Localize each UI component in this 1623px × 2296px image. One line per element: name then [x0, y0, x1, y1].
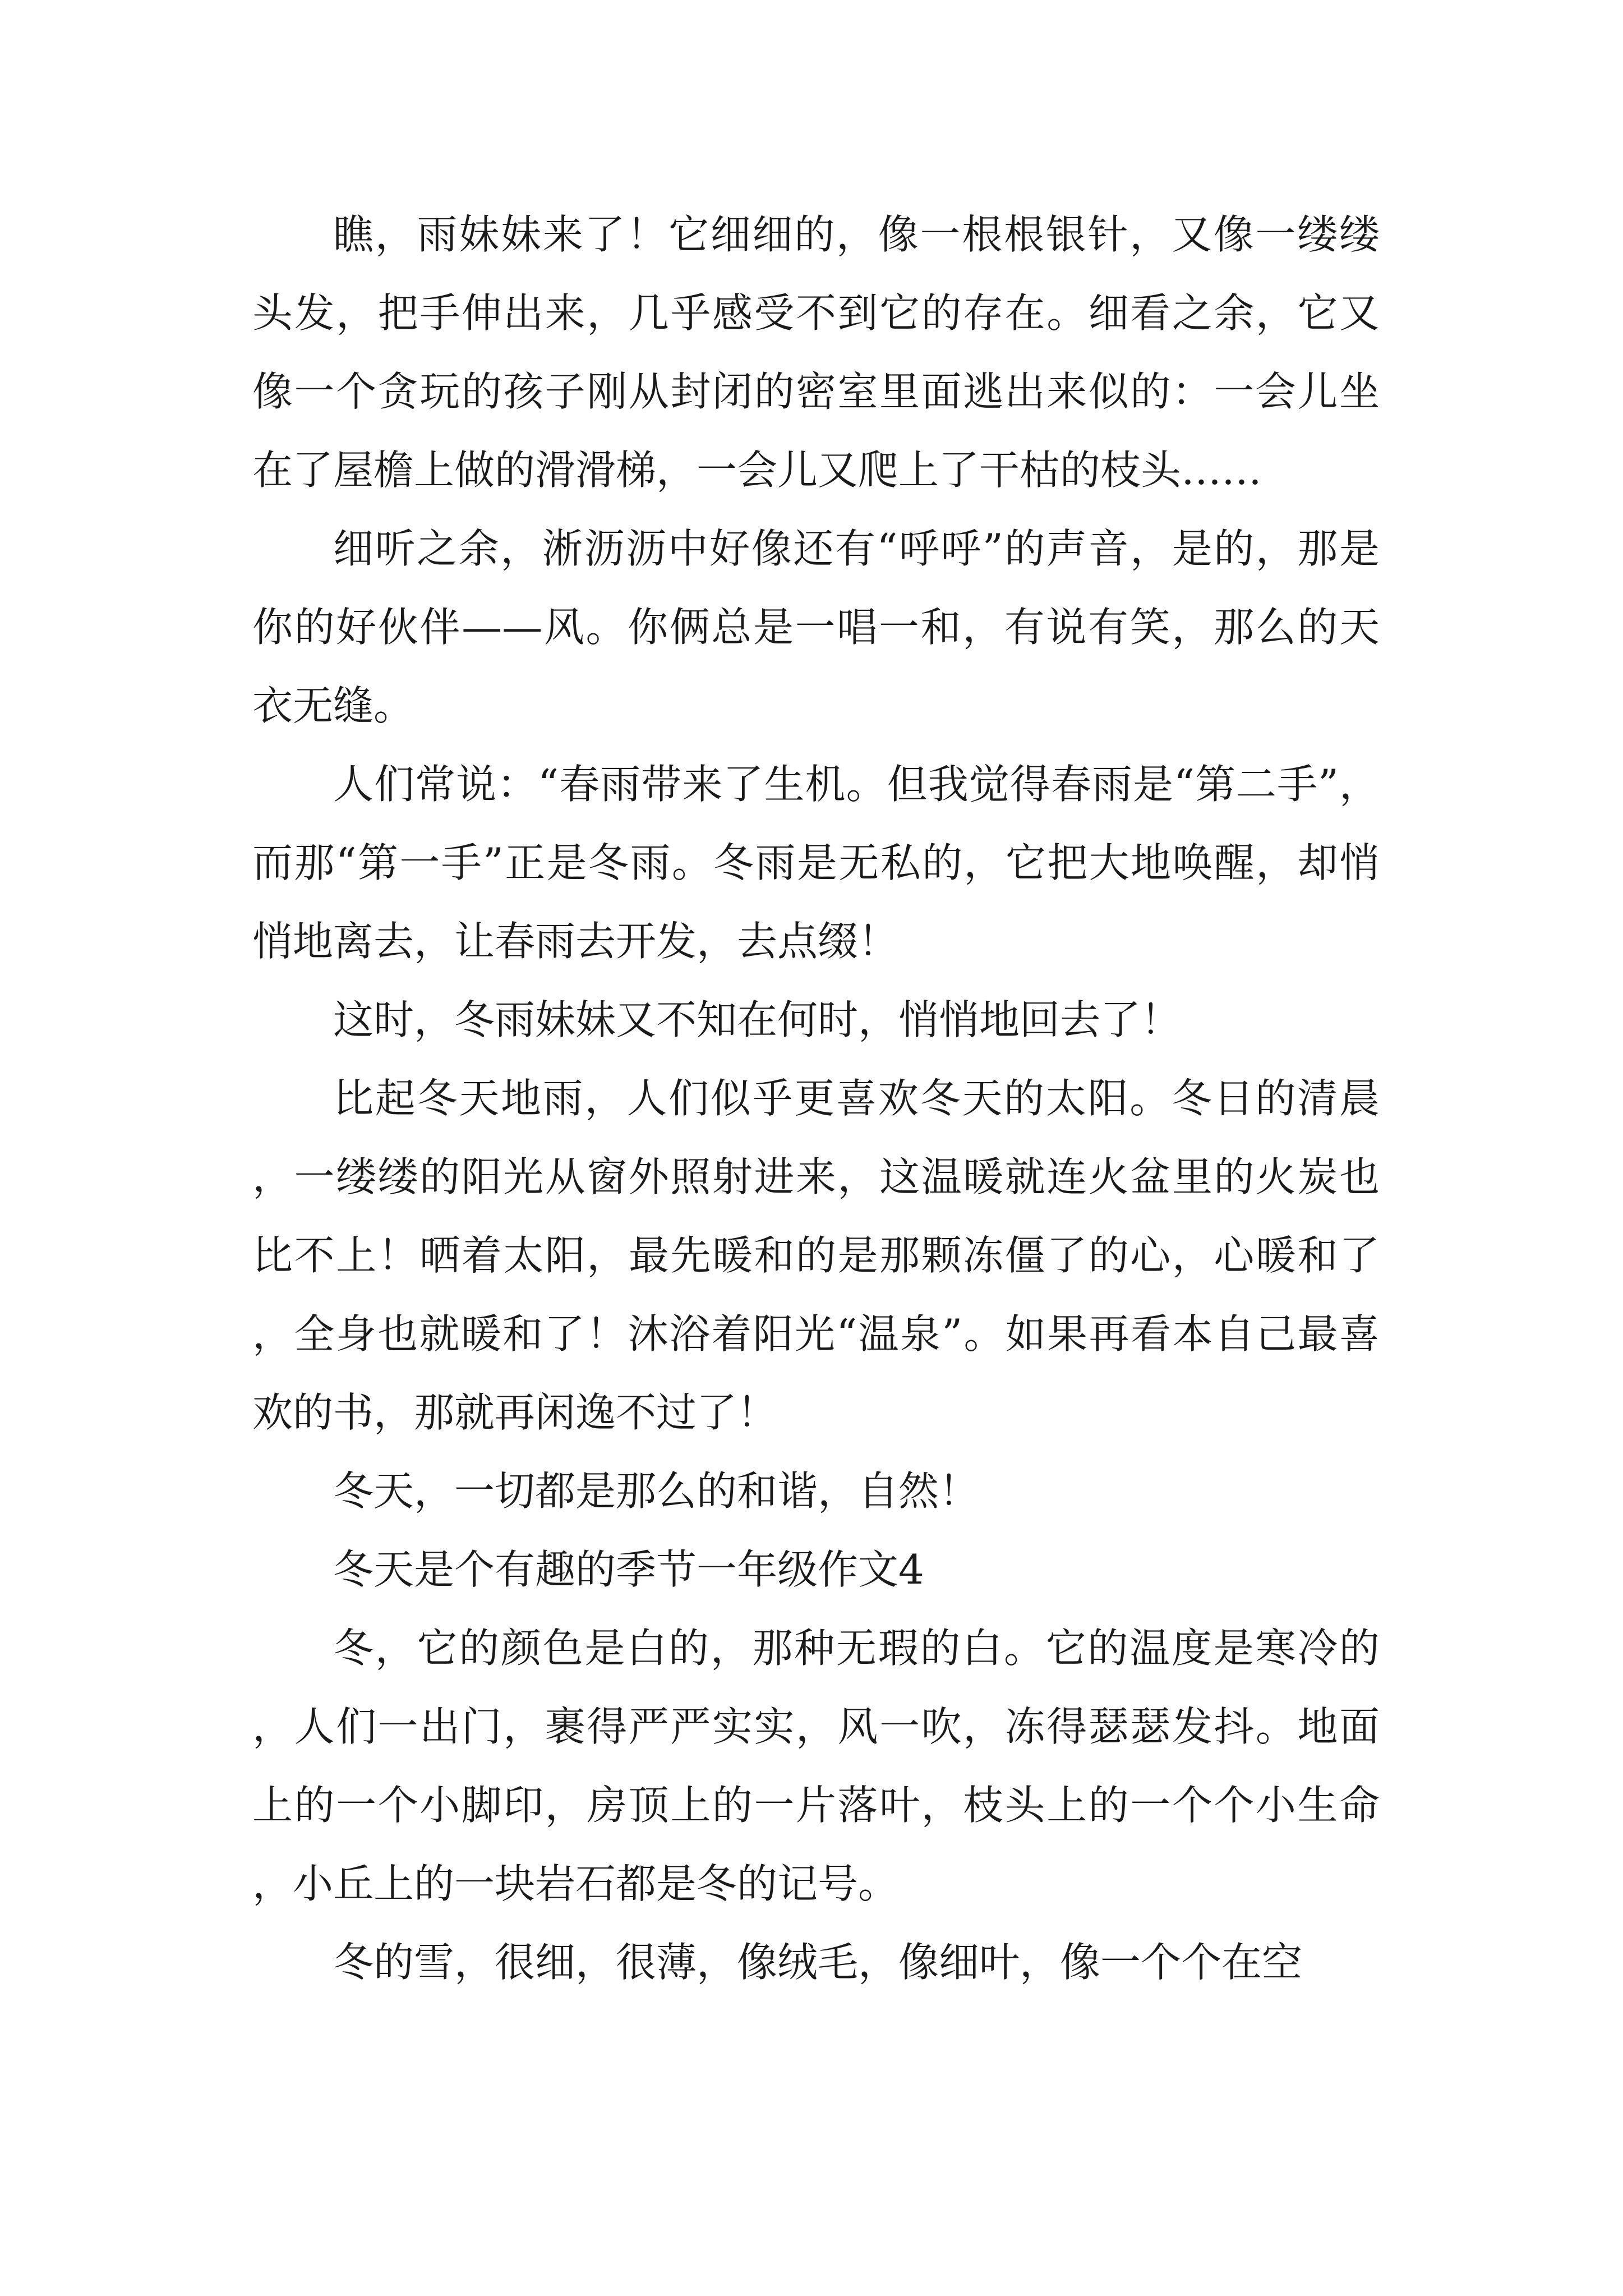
paragraph-rain-arrives: 瞧，雨妹妹来了！它细细的，像一根根银针，又像一缕缕头发，把手伸出来，几乎感受不到它的存在。细看之余，它又像一个贪玩的孩子刚从封闭的密室里面逃出来似的：一会儿坐在了屋檐上做的滑滑梯，一会儿又爬上了干枯的枝头…… [252, 211, 1380, 494]
paragraph-winter-color: 冬，它的颜色是白的，那种无瑕的白。它的温度是寒冷的，人们一出门，裹得严严实实，风一吹，冻得瑟瑟发抖。地面上的一个小脚印，房顶上的一片落叶，枝头上的一个个小生命，小丘上的一块岩石都是冬的记号。 [252, 1625, 1380, 1907]
paragraph-winter-sun: 比起冬天地雨，人们似乎更喜欢冬天的太阳。冬日的清晨，一缕缕的阳光从窗外照射进来，这温暖就连火盆里的火炭也比不上！晒着太阳，最先暖和的是那颗冻僵了的心，心暖和了，全身也就暖和了！沐浴着阳光“温泉”。如果再看本自己最喜欢的书，那就再闲逸不过了！ [252, 1075, 1380, 1436]
paragraph-rain-leaves: 这时，冬雨妹妹又不知在何时，悄悄地回去了！ [333, 996, 1182, 1043]
paragraph-wind-companion: 细听之余，淅沥沥中好像还有“呼呼”的声音，是的，那是你的好伙伴——风。你俩总是一唱一和，有说有笑，那么的天衣无缝。 [252, 525, 1380, 729]
essay-body [252, 195, 1380, 2001]
essay-heading: 冬天是个有趣的季节一年级作文4 [333, 1546, 924, 1593]
paragraph-harmony: 冬天，一切都是那么的和谐，自然！ [333, 1467, 980, 1515]
paragraph-spring-rain: 人们常说：“春雨带来了生机。但我觉得春雨是“第二手”，而那“第一手”正是冬雨。冬雨是无私的，它把大地唤醒，却悄悄地离去，让春雨去开发，去点缀！ [252, 761, 1380, 965]
paragraph-winter-snow: 冬的雪，很细，很薄，像绒毛，像细叶，像一个个在空 [333, 1939, 1303, 1986]
